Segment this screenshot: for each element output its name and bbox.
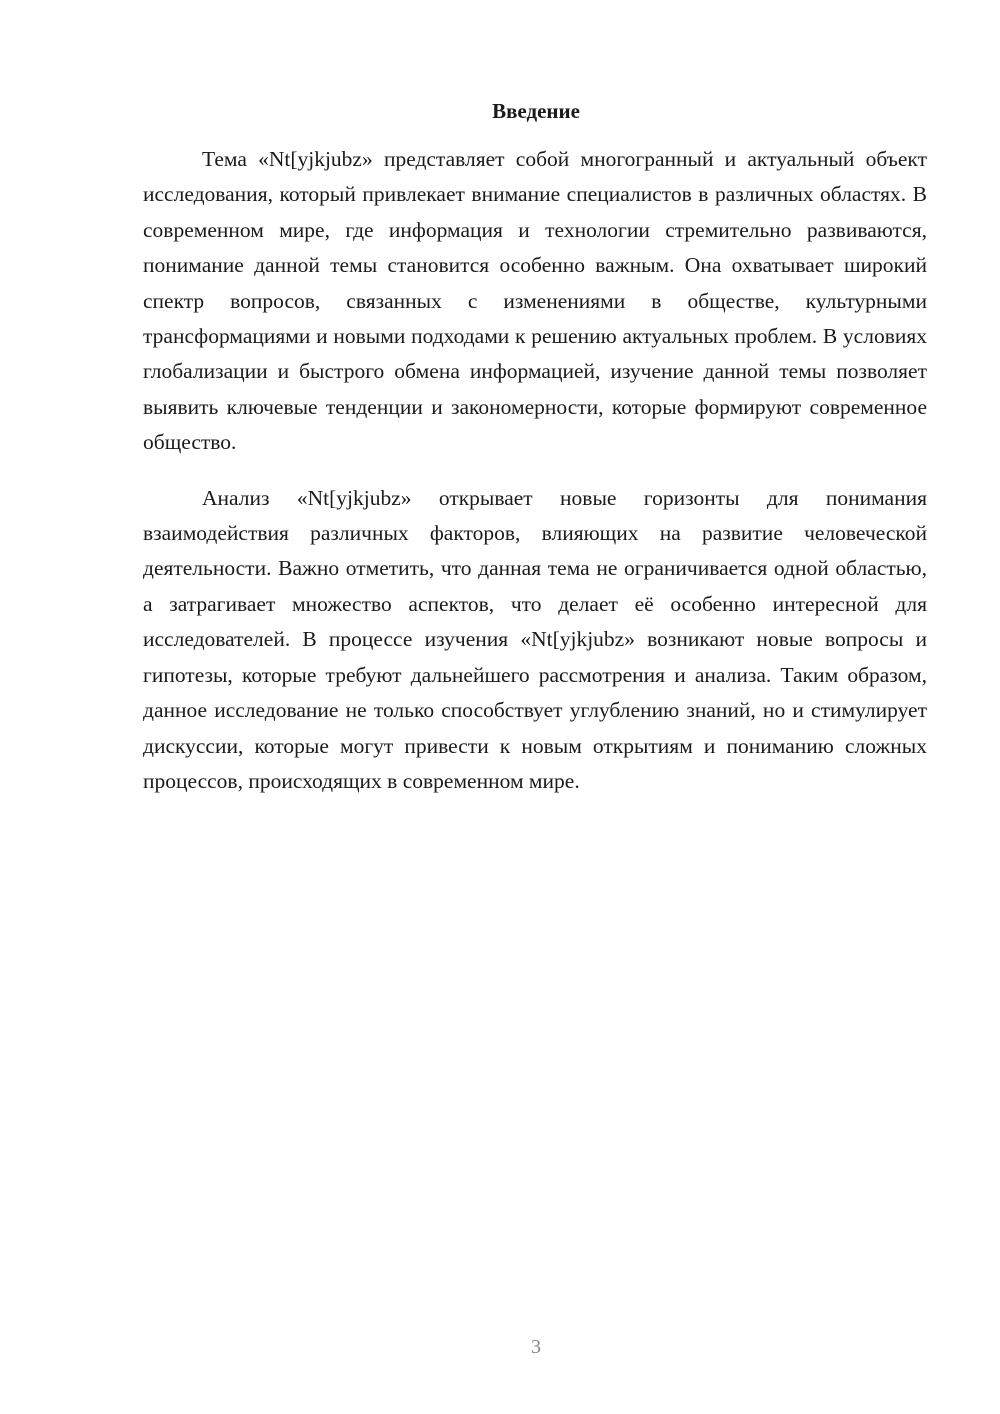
paragraph-1: Тема «Nt[yjkjubz» представляет собой многогранный и актуальный объект исследования, который привлекает внимание специалистов в различных областях. В современном мире, где информация и технологии стремительно развиваются, понимание данной темы становится особенно важным. Она охватывает широкий спектр вопросов, связанных с изменениями в обществе, культурными трансформациями и новыми подходами к решению актуальных проблем. В условиях глобализации и быстрого обмена информацией, изучение данной темы позволяет выявить ключевые тенденции и закономерности, которые формируют современное общество. — [143, 147, 927, 455]
body-text — [143, 142, 927, 819]
section-heading: Введение — [492, 99, 580, 123]
paragraph-2: Анализ «Nt[yjkjubz» открывает новые горизонты для понимания взаимодействия различных факторов, влияющих на развитие человеческой деятельности. Важно отметить, что данная тема не ограничивается одной областью, а затрагивает множество аспектов, что делает её особенно интересной для исследователей. В процессе изучения «Nt[yjkjubz» возникают новые вопросы и гипотезы, которые требуют дальнейшего рассмотрения и анализа. Таким образом, данное исследование не только способствует углублению знаний, но и стимулирует дискуссии, которые могут привести к новым открытиям и пониманию сложных процессов, происходящих в современном мире. — [143, 485, 927, 793]
page-number: 3 — [531, 1336, 541, 1358]
